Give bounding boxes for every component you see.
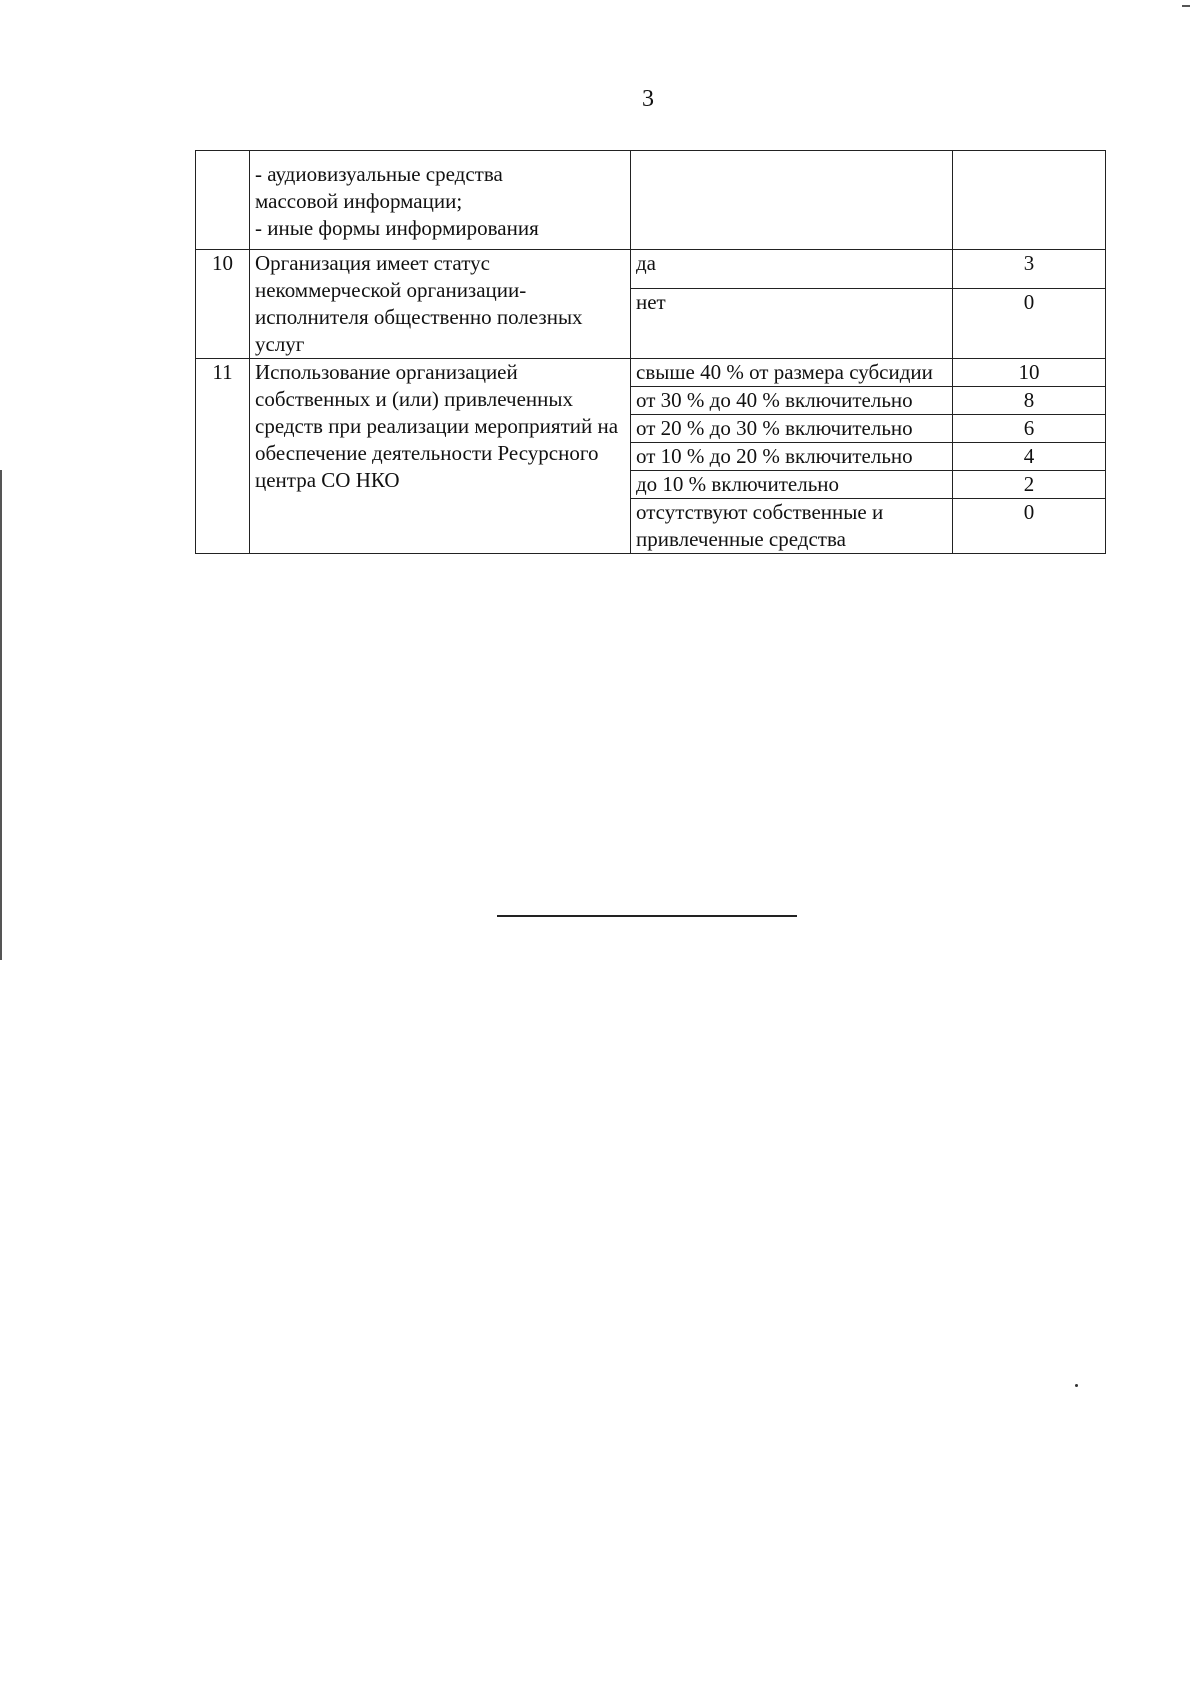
option-label: от 20 % до 30 % включительно [631, 415, 953, 443]
criterion-text: Организация имеет статус некоммерческой организации-исполнителя общественно полезных услуг [250, 250, 631, 359]
option-label: да [631, 250, 953, 289]
criterion-line: массовой информации; [255, 189, 463, 213]
criterion-cell-continuation [250, 151, 631, 250]
option-score: 10 [953, 359, 1106, 387]
row-number: 11 [196, 359, 250, 554]
option-label: до 10 % включительно [631, 471, 953, 499]
page-number: 3 [642, 86, 654, 112]
option-score: 0 [953, 499, 1106, 554]
criterion-text: Использование организацией собственных и (или) привлеченных средств при реализации мероприятий на обеспечение деятельности Ресурсного центра СО НКО [250, 359, 631, 554]
criterion-line: - аудиовизуальные средства [255, 162, 503, 186]
criterion-line: - иные формы информирования [255, 216, 539, 240]
scan-corner-mark [1182, 5, 1190, 7]
criteria-table [195, 150, 1106, 554]
row-number: 10 [196, 250, 250, 359]
number-cell-empty [196, 151, 250, 250]
option-label: нет [631, 289, 953, 359]
option-score: 3 [953, 250, 1106, 289]
score-cell-empty [953, 151, 1106, 250]
option-cell-empty [631, 151, 953, 250]
option-label: от 30 % до 40 % включительно [631, 387, 953, 415]
option-score: 0 [953, 289, 1106, 359]
scan-stray-dot [1075, 1384, 1078, 1387]
option-label: от 10 % до 20 % включительно [631, 443, 953, 471]
option-score: 4 [953, 443, 1106, 471]
option-score: 8 [953, 387, 1106, 415]
table-row [196, 359, 1106, 387]
table-row-continuation [196, 151, 1106, 250]
option-score: 6 [953, 415, 1106, 443]
option-score: 2 [953, 471, 1106, 499]
scan-margin-mark [0, 470, 2, 960]
end-of-document-rule [497, 915, 797, 917]
option-label: свыше 40 % от размера субсидии [631, 359, 953, 387]
table-row [196, 250, 1106, 289]
option-label: отсутствуют собственные и привлеченные средства [631, 499, 953, 554]
